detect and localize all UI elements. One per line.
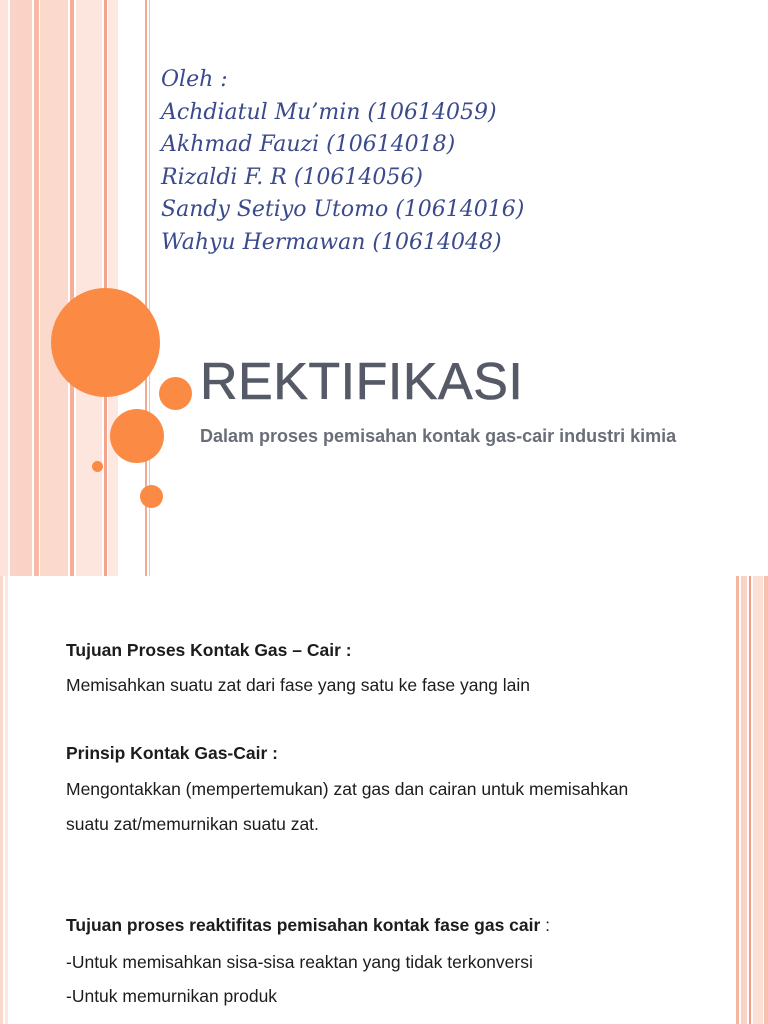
decorative-stripe — [0, 576, 3, 1024]
heading-suffix: : — [540, 915, 551, 935]
author-list — [161, 64, 524, 259]
decorative-stripe — [40, 0, 68, 576]
content-slide — [0, 576, 768, 1024]
decorative-stripe — [749, 576, 751, 1024]
list-item: -Untuk memurnikan produk — [66, 986, 278, 1006]
decorative-circle-small — [159, 377, 192, 410]
decorative-stripe — [0, 0, 8, 576]
author-name: Wahyu Hermawan (10614048) — [161, 229, 502, 255]
decorative-stripe — [34, 0, 39, 576]
slide-subtitle: Dalam proses pemisahan kontak gas-cair industri kimia — [200, 426, 677, 446]
decorative-circle-medium — [110, 409, 164, 463]
section-heading-purpose: Tujuan Proses Kontak Gas – Cair : — [66, 640, 352, 660]
heading-text: Tujuan proses reaktifitas pemisahan kontak fase gas cair — [66, 915, 541, 935]
decorative-circle-tiny — [92, 461, 103, 472]
author-name: Sandy Setiyo Utomo (10614016) — [161, 197, 525, 222]
author-name: Rizaldi F. R (10614056) — [161, 164, 423, 190]
decorative-circle-large — [51, 288, 160, 397]
decorative-circle-small — [140, 485, 163, 508]
section-text-principle-line2: suatu zat/memurnikan suatu zat. — [66, 814, 319, 834]
section-heading-principle: Prinsip Kontak Gas-Cair : — [66, 743, 278, 763]
section-heading-rectification — [66, 915, 550, 936]
section-text-principle-line1: Mengontakkan (mempertemukan) zat gas dan cairan untuk memisahkan — [66, 779, 629, 799]
author-name: Akhmad Fauzi (10614018) — [161, 132, 456, 157]
decorative-stripe — [5, 576, 8, 1024]
authors-label: Oleh : — [161, 67, 228, 92]
decorative-stripe — [736, 576, 739, 1024]
section-text-purpose: Memisahkan suatu zat dari fase yang satu ke fase yang lain — [66, 675, 531, 695]
decorative-stripe — [10, 0, 32, 576]
slide-title: REKTIFIKASI — [200, 353, 524, 411]
decorative-stripe — [753, 576, 763, 1024]
list-item: -Untuk memisahkan sisa-sisa reaktan yang tidak terkonversi — [66, 952, 533, 972]
author-name: Achdiatul Mu’min (10614059) — [161, 99, 497, 125]
decorative-stripe — [764, 576, 768, 1024]
decorative-stripe — [70, 0, 74, 576]
decorative-stripe — [741, 576, 747, 1024]
